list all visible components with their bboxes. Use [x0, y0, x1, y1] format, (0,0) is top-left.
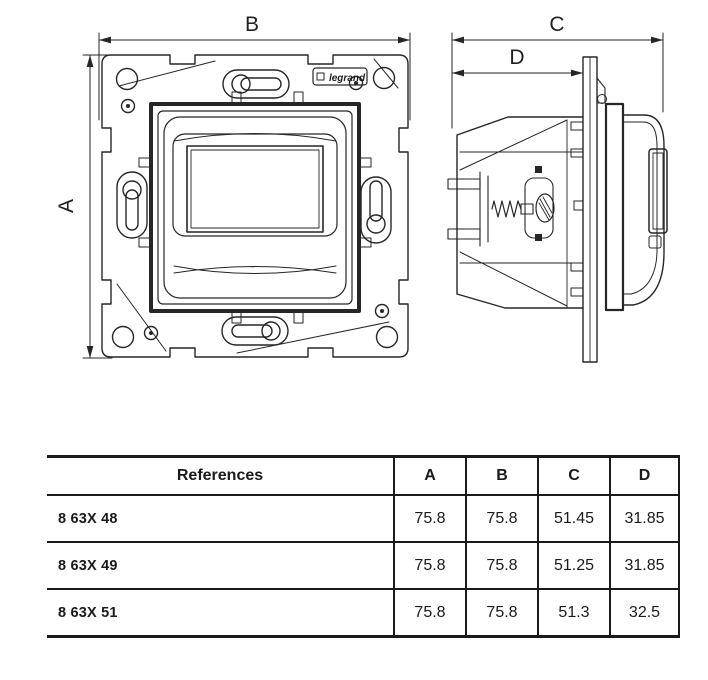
value-b: 75.8 [465, 590, 537, 635]
cover-profile [623, 115, 664, 305]
arrow-left-icon [452, 37, 464, 44]
value-d: 31.85 [609, 496, 680, 541]
keyhole-slot-top [223, 70, 289, 98]
dimension-a [55, 55, 112, 358]
mechanism-body [457, 117, 583, 308]
value-d: 32.5 [609, 590, 680, 635]
frame-clamp-bar [606, 104, 623, 310]
dimensions-table [47, 455, 680, 638]
arrow-right-icon [651, 37, 663, 44]
keyhole-slot-left [117, 172, 147, 238]
arrow-right-icon [398, 37, 410, 44]
value-a: 75.8 [393, 543, 465, 588]
keyhole-slot-right [361, 177, 391, 243]
value-c: 51.3 [537, 590, 609, 635]
frame-clip-tabs [139, 92, 371, 323]
rocker-window [187, 146, 323, 232]
arrow-left-icon [452, 70, 464, 77]
dimension-c-label: C [549, 13, 565, 36]
table-row [47, 588, 680, 635]
pillow-arcs [174, 134, 336, 274]
front-view-drawing [55, 13, 410, 358]
arrow-up-icon [87, 55, 94, 67]
arrow-right-icon [571, 70, 583, 77]
dimension-d-label: D [509, 46, 525, 69]
reference-cell: 8 63X 49 [58, 557, 118, 574]
dimension-c [452, 13, 663, 128]
side-view-drawing [448, 13, 667, 362]
rocker-bracket [173, 134, 337, 236]
col-header-d: D [609, 458, 680, 494]
value-b: 75.8 [465, 496, 537, 541]
col-header-a: A [393, 458, 465, 494]
arrow-left-icon [99, 37, 111, 44]
value-b: 75.8 [465, 543, 537, 588]
cover-frame [151, 104, 359, 311]
dimension-b-label: B [244, 13, 260, 36]
brand-logo-label: legrand [328, 73, 366, 84]
dimension-a-label: A [55, 198, 78, 214]
wall-flange [571, 57, 607, 362]
value-a: 75.8 [393, 496, 465, 541]
spring-coil [492, 201, 521, 217]
brand-logo [313, 68, 367, 85]
reference-cell: 8 63X 48 [58, 510, 118, 527]
rocker-window-inner [191, 150, 319, 228]
value-a: 75.8 [393, 590, 465, 635]
value-c: 51.25 [537, 543, 609, 588]
col-header-b: B [465, 458, 537, 494]
col-header-c: C [537, 458, 609, 494]
table-row [47, 494, 680, 541]
references-header: References [176, 467, 264, 484]
table-header-row [47, 458, 680, 494]
reference-cell: 8 63X 51 [58, 604, 118, 621]
value-c: 51.45 [537, 496, 609, 541]
value-d: 31.85 [609, 543, 680, 588]
table-row [47, 541, 680, 588]
arrow-down-icon [87, 346, 94, 358]
dimension-d [452, 46, 583, 76]
screw-holes [113, 68, 398, 348]
claw-screw-assembly [448, 166, 554, 246]
